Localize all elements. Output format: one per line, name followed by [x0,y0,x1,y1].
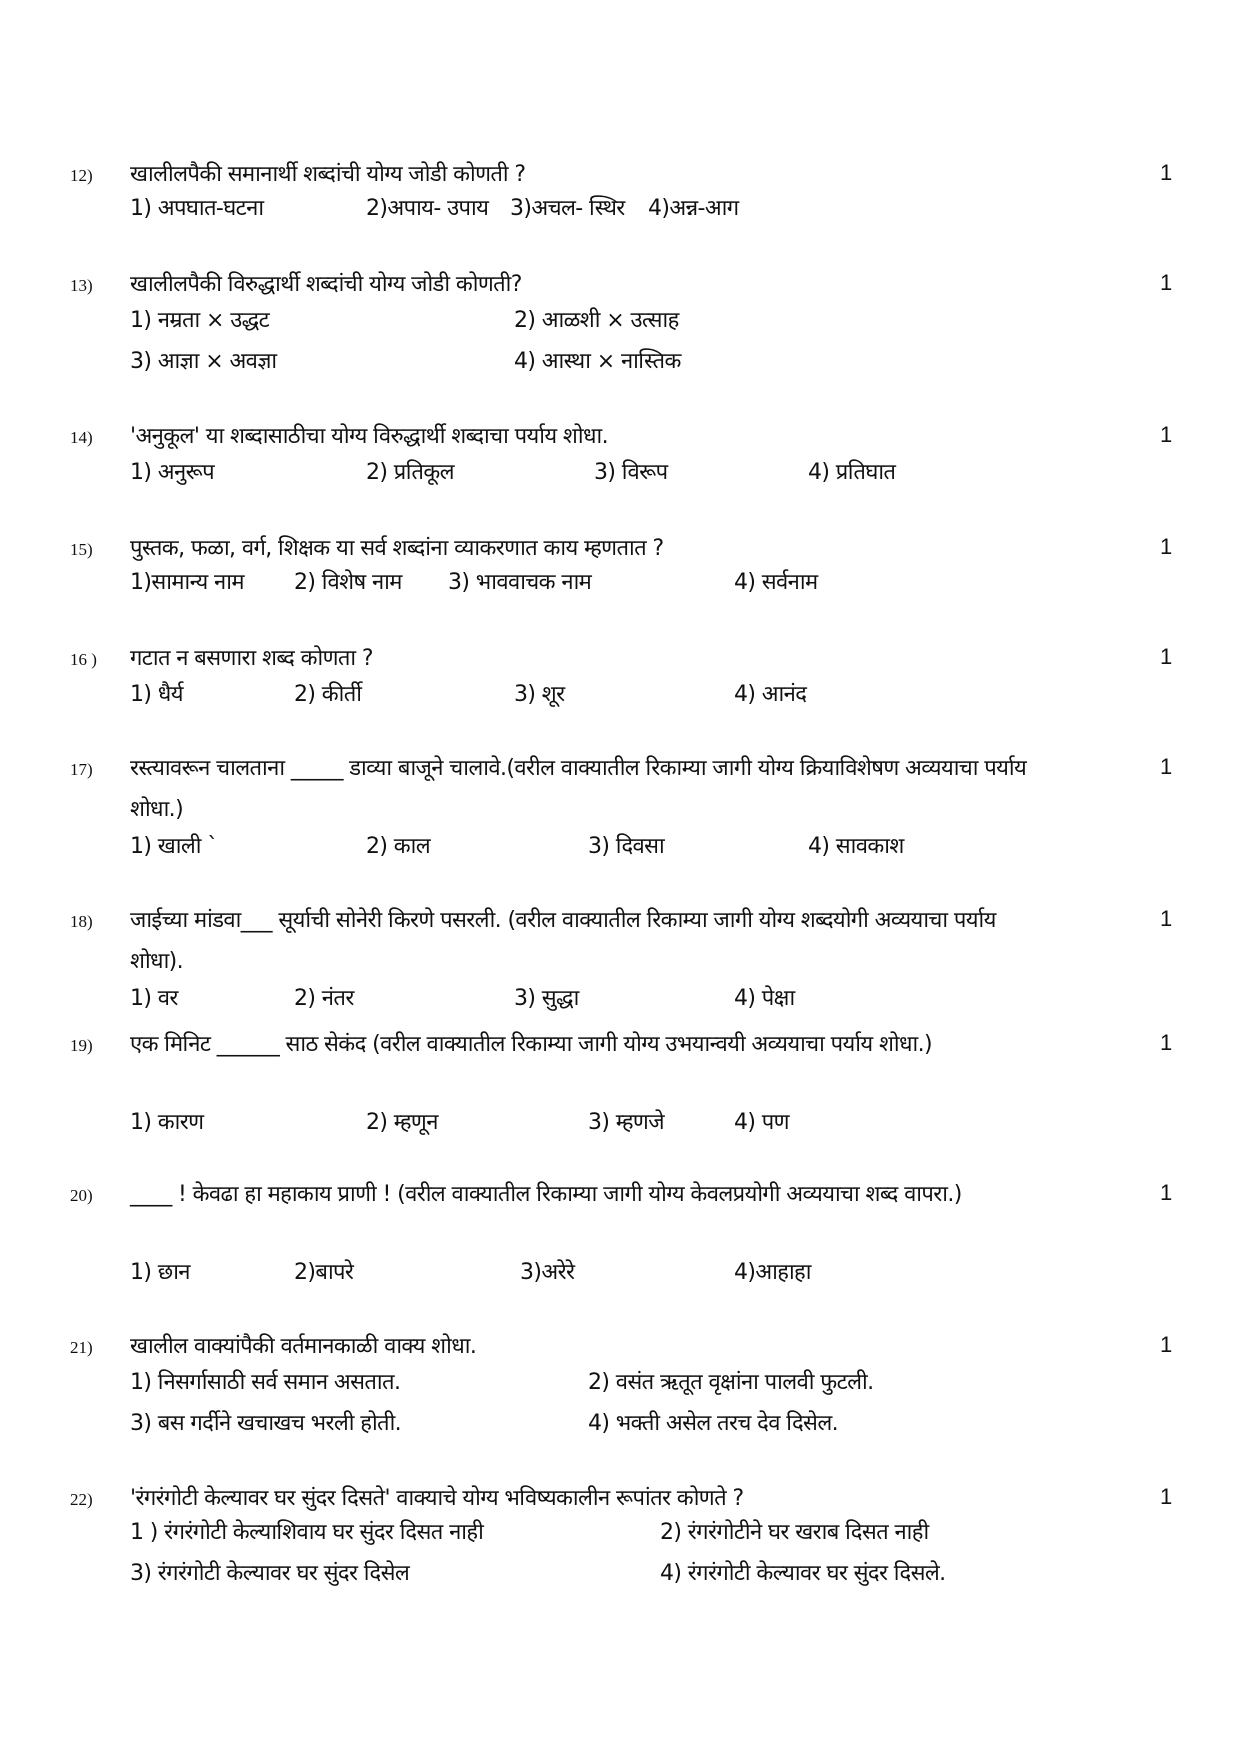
option-2[interactable]: 2) नंतर [294,986,354,1011]
question-marks: 1 [1160,644,1173,669]
option-2[interactable]: 2) कीर्ती [294,682,362,707]
question-marks: 1 [1160,270,1173,295]
option-3[interactable]: 3) शूर [514,682,565,707]
option-2[interactable]: 2)अपाय- उपाय [366,196,489,221]
option-4[interactable]: 4) रंगरंगोटी केल्यावर घर सुंदर दिसले. [660,1561,946,1586]
option-3[interactable]: 3) म्हणजे [588,1110,664,1135]
question-number: 12) [70,166,93,185]
question-number: 19) [70,1036,93,1055]
question-text: रस्त्यावरून चालताना _____ डाव्या बाजूने चालावे.(वरील वाक्यातील रिकाम्या जागी योग्य क्रियाविशेषण अव्ययाचा पर्याय शोधा.) [130,756,1027,822]
option-4[interactable]: 4)अन्न-आग [648,196,739,221]
option-4[interactable]: 4) भक्ती असेल तरच देव दिसेल. [588,1411,839,1436]
option-4[interactable]: 4) प्रतिघात [808,460,896,485]
question-number: 17) [70,760,93,779]
question-number: 13) [70,276,93,295]
option-1[interactable]: 1 ) रंगरंगोटी केल्याशिवाय घर सुंदर दिसत नाही [130,1520,484,1545]
option-4[interactable]: 4) पण [734,1110,789,1135]
option-3[interactable]: 3) भाववाचक नाम [448,570,592,595]
question-marks: 1 [1160,1484,1173,1509]
option-2[interactable]: 2) विशेष नाम [294,570,402,595]
question-number: 18) [70,912,93,931]
question-marks: 1 [1160,422,1173,447]
question-text: एक मिनिट ______ साठ सेकंद (वरील वाक्यातील रिकाम्या जागी योग्य उभयान्वयी अव्ययाचा पर्याय शोधा.) [130,1032,933,1057]
option-4[interactable]: 4) पेक्षा [734,986,795,1011]
option-1[interactable]: 1) छान [130,1260,190,1285]
option-1[interactable]: 1)सामान्य नाम [130,570,244,595]
option-3[interactable]: 3)अरेरे [520,1260,575,1285]
question-text: 'रंगरंगोटी केल्यावर घर सुंदर दिसते' वाक्याचे योग्य भविष्यकालीन रूपांतर कोणते ? [130,1486,744,1511]
option-3[interactable]: 3) सुद्धा [514,986,579,1011]
option-4[interactable]: 4) आनंद [734,682,807,707]
option-1[interactable]: 1) कारण [130,1110,204,1135]
question-number: 21) [70,1338,93,1357]
option-1[interactable]: 1) अपघात-घटना [130,196,264,221]
question-marks: 1 [1160,1332,1173,1357]
question-number: 20) [70,1186,93,1205]
question-marks: 1 [1160,1180,1173,1205]
question-text: खालीलपैकी विरुद्धार्थी शब्दांची योग्य जोडी कोणती? [130,272,522,297]
option-4[interactable]: 4)आहाहा [734,1260,811,1285]
question-text: गटात न बसणारा शब्द कोणता ? [130,646,374,671]
option-1[interactable]: 1) वर [130,986,178,1011]
question-text: ____ ! केवढा हा महाकाय प्राणी ! (वरील वाक्यातील रिकाम्या जागी योग्य केवलप्रयोगी अव्ययाचा शब्द वापरा.) [130,1182,962,1207]
question-text: खालीलपैकी समानार्थी शब्दांची योग्य जोडी कोणती ? [130,162,526,187]
option-3[interactable]: 3) रंगरंगोटी केल्यावर घर सुंदर दिसेल [130,1561,410,1586]
question-marks: 1 [1160,906,1173,931]
option-2[interactable]: 2) रंगरंगोटीने घर खराब दिसत नाही [660,1520,929,1545]
option-2[interactable]: 2) प्रतिकूल [366,460,454,485]
option-2[interactable]: 2) आळशी × उत्साह [514,308,679,333]
option-3[interactable]: 3) बस गर्दीने खचाखच भरली होती. [130,1411,402,1436]
option-2[interactable]: 2)बापरे [294,1260,354,1285]
option-2[interactable]: 2) वसंत ऋतूत वृक्षांना पालवी फुटली. [588,1370,874,1395]
option-3[interactable]: 3)अचल- स्थिर [510,196,625,221]
question-marks: 1 [1160,754,1173,779]
option-1[interactable]: 1) निसर्गासाठी सर्व समान असतात. [130,1370,401,1395]
question-text: जाईच्या मांडवा___ सूर्याची सोनेरी किरणे पसरली. (वरील वाक्यातील रिकाम्या जागी योग्य शब्दयोगी अव्ययाचा पर्याय शोधा). [130,908,996,974]
option-4[interactable]: 4) आस्था × नास्तिक [514,349,681,374]
option-2[interactable]: 2) काल [366,834,431,859]
question-number: 14) [70,428,93,447]
option-2[interactable]: 2) म्हणून [366,1110,438,1135]
question-number: 16 ) [70,650,97,669]
option-4[interactable]: 4) सर्वनाम [734,570,818,595]
question-text: पुस्तक, फळा, वर्ग, शिक्षक या सर्व शब्दांना व्याकरणात काय म्हणतात ? [130,536,664,561]
option-3[interactable]: 3) दिवसा [588,834,665,859]
question-marks: 1 [1160,160,1173,185]
option-4[interactable]: 4) सावकाश [808,834,904,859]
option-1[interactable]: 1) धैर्य [130,682,183,707]
option-1[interactable]: 1) खाली ` [130,834,218,859]
option-3[interactable]: 3) विरूप [594,460,668,485]
question-marks: 1 [1160,1030,1173,1055]
question-text: खालील वाक्यांपैकी वर्तमानकाळी वाक्य शोधा. [130,1334,477,1359]
option-3[interactable]: 3) आज्ञा × अवज्ञा [130,349,277,374]
option-1[interactable]: 1) नम्रता × उद्धट [130,308,270,333]
question-text: 'अनुकूल' या शब्दासाठीचा योग्य विरुद्धार्थी शब्दाचा पर्याय शोधा. [130,424,608,449]
question-marks: 1 [1160,534,1173,559]
option-1[interactable]: 1) अनुरूप [130,460,214,485]
question-number: 15) [70,540,93,559]
question-number: 22) [70,1490,93,1509]
